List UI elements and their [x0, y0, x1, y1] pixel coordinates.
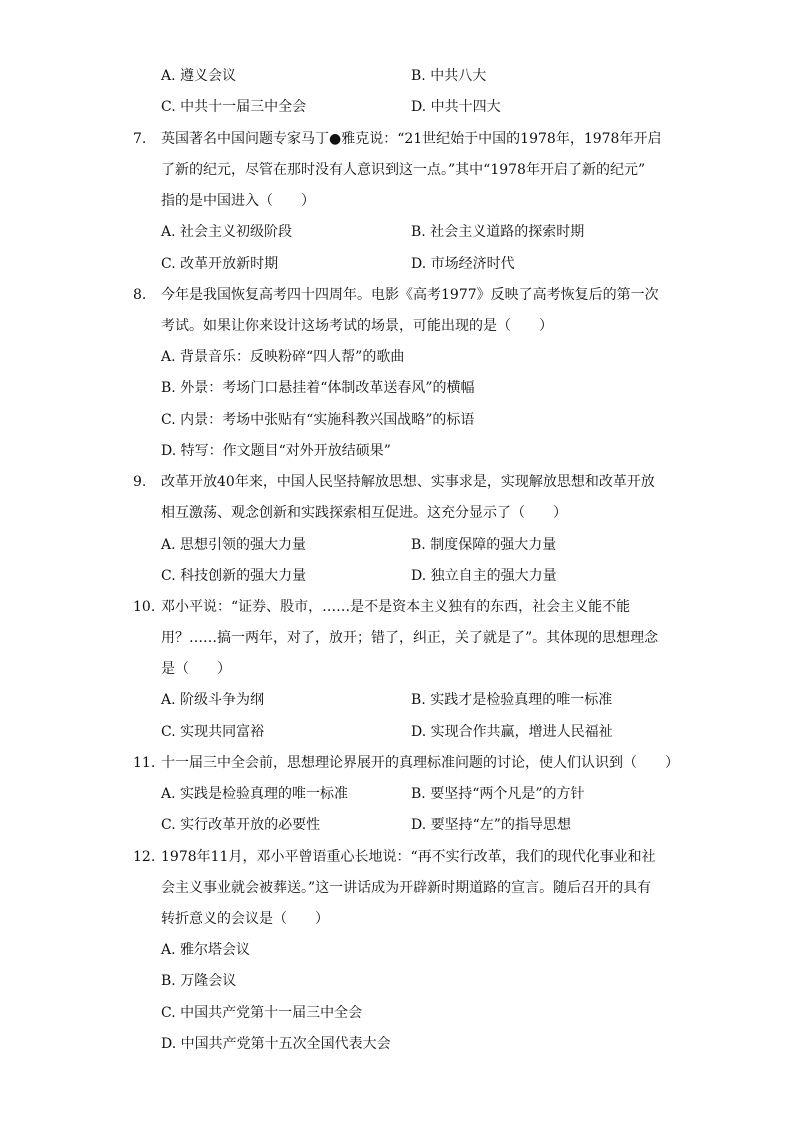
q7-option-a: A. 社会主义初级阶段	[161, 224, 293, 240]
q6-option-a: A. 遵义会议	[161, 68, 237, 84]
q9-text-line: 改革开放40年来，中国人民坚持解放思想、实事求是，实现解放思想和改革开放	[161, 474, 655, 490]
q6-option-d: D. 中共十四大	[411, 99, 501, 115]
q9-option-b: B. 制度保障的强大力量	[411, 537, 557, 553]
q7-option-d: D. 市场经济时代	[411, 256, 515, 272]
q12-text-line: 1978年11月，邓小平曾语重心长地说：“再不实行改革，我们的现代化事业和社	[161, 849, 656, 865]
q9-option-c: C. 科技创新的强大力量	[161, 568, 307, 584]
q10-option-a: A. 阶级斗争为纲	[161, 692, 265, 708]
q10-text-line: 邓小平说：“证券、股市，……是不是资本主义独有的东西，社会主义能不能	[161, 599, 631, 615]
q8-option-d: D. 特写：作文题目“对外开放结硕果”	[161, 443, 391, 459]
q12-option-c: C. 中国共产党第十一届三中全会	[161, 1005, 363, 1021]
q11-option-d: D. 要坚持“左”的指导思想	[411, 817, 571, 833]
q10-option-d: D. 实现合作共赢，增进人民福祉	[411, 724, 613, 740]
q8-text-line: 考试。如果让你来设计这场考试的场景，可能出现的是（ ）	[161, 318, 553, 334]
q12-text-line: 会主义事业就会被葬送。”这一讲话成为开辟新时期道路的宣言。随后召开的具有	[161, 880, 652, 896]
q8-option-c: C. 内景：考场中张贴有“实施科教兴国战略”的标语	[161, 412, 475, 428]
q8-option-b: B. 外景：考场门口悬挂着“体制改革送春风”的横幅	[161, 380, 475, 396]
q10-option-c: C. 实现共同富裕	[161, 724, 265, 740]
q12-option-d: D. 中国共产党第十五次全国代表大会	[161, 1036, 391, 1052]
q10-text-line: 是（ ）	[161, 661, 231, 677]
q8-number: 8.	[133, 287, 147, 303]
q10-option-b: B. 实践才是检验真理的唯一标准	[411, 692, 613, 708]
q6-option-b: B. 中共八大	[411, 68, 487, 84]
q10-text-line: 用？……搞一两年，对了，放开；错了，纠正，关了就是了”。其体现的思想理念	[161, 630, 659, 646]
q12-option-b: B. 万隆会议	[161, 973, 237, 989]
q7-number: 7.	[133, 131, 147, 147]
q9-option-a: A. 思想引领的强大力量	[161, 537, 307, 553]
q10-number: 10.	[133, 599, 156, 615]
q11-option-a: A. 实践是检验真理的唯一标准	[161, 786, 349, 802]
q7-text-line: 英国著名中国问题专家马丁●雅克说：“21世纪始于中国的1978年，1978年开启	[161, 131, 662, 147]
q12-number: 12.	[133, 849, 156, 865]
q12-text-line: 转折意义的会议是（ ）	[161, 911, 329, 927]
q11-text-line: 十一届三中全会前，思想理论界展开的真理标准问题的讨论，使人们认识到（ ）	[161, 755, 679, 771]
q6-option-c: C. 中共十一届三中全会	[161, 99, 307, 115]
q11-option-c: C. 实行改革开放的必要性	[161, 817, 321, 833]
q9-number: 9.	[133, 474, 147, 490]
q8-option-a: A. 背景音乐：反映粉碎“四人帮”的歌曲	[161, 349, 405, 365]
q7-text-line: 了新的纪元，尽管在那时没有人意识到这一点。”其中“1978年开启了新的纪元”	[161, 162, 646, 178]
q7-text-line: 指的是中国进入（ ）	[161, 193, 315, 209]
q12-option-a: A. 雅尔塔会议	[161, 942, 251, 958]
q11-number: 11.	[133, 755, 156, 771]
q9-text-line: 相互激荡、观念创新和实践探索相互促进。这充分显示了（ ）	[161, 505, 567, 521]
q7-option-b: B. 社会主义道路的探索时期	[411, 224, 585, 240]
q8-text-line: 今年是我国恢复高考四十四周年。电影《高考1977》反映了高考恢复后的第一次	[161, 287, 659, 303]
q9-option-d: D. 独立自主的强大力量	[411, 568, 557, 584]
q11-option-b: B. 要坚持“两个凡是”的方针	[411, 786, 585, 802]
q7-option-c: C. 改革开放新时期	[161, 256, 279, 272]
